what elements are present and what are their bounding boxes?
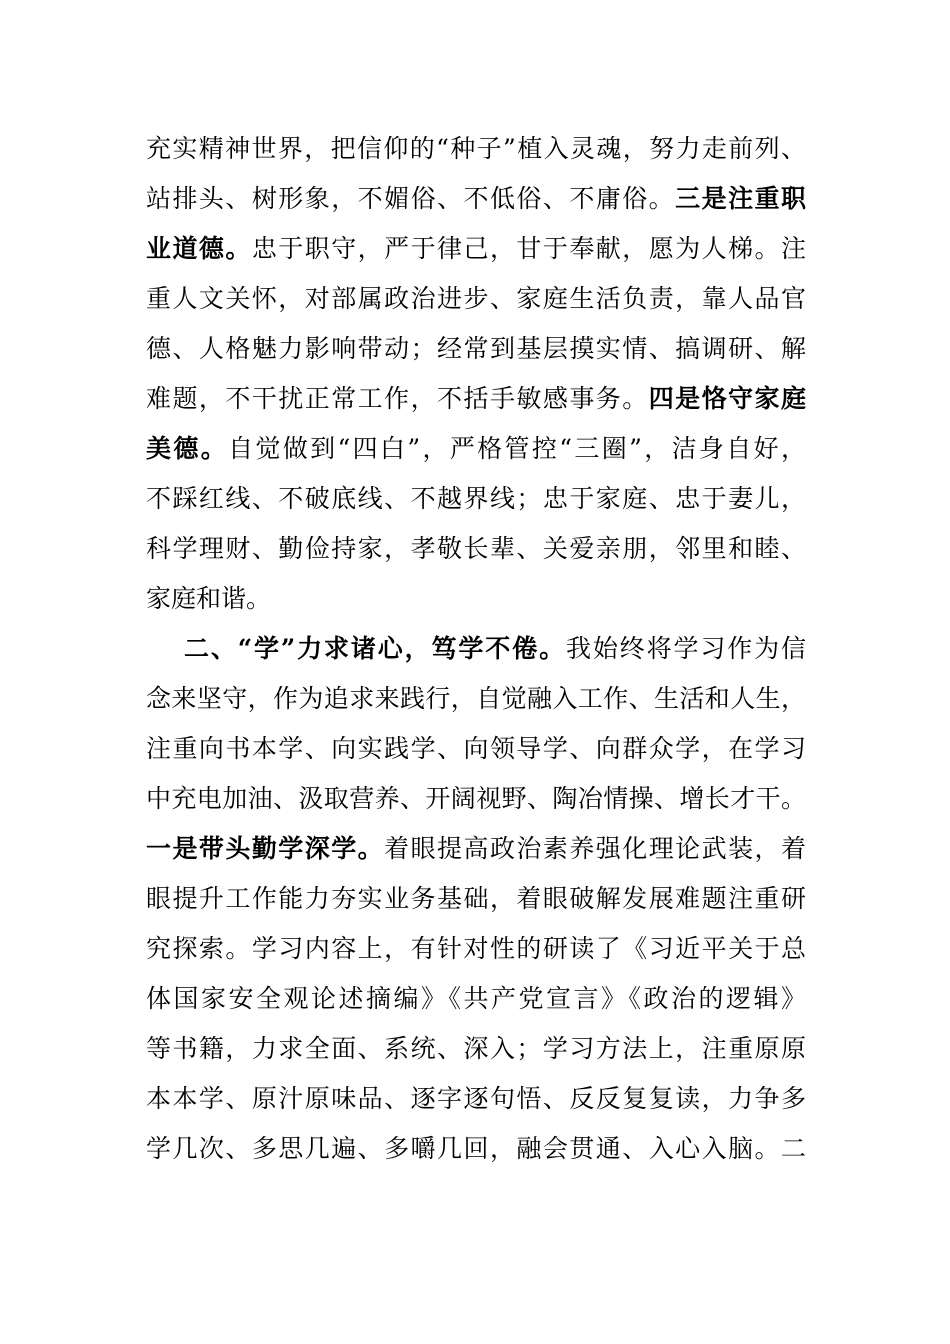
text-run: 忠于职守，严于律己，甘于奉献，愿为人梯。注 — [251, 234, 806, 263]
text-run: 念来坚守，作为追求来践行，自觉融入工作、生活和人生， — [146, 684, 806, 713]
text-line — [146, 974, 806, 1024]
text-run: 难题，不干扰正常工作，不括手敏感事务。 — [146, 384, 649, 413]
text-line — [146, 124, 806, 174]
text-run: 重人文关怀，对部属政治进步、家庭生活负责，靠人品官 — [146, 284, 806, 313]
text-run: 德、人格魅力影响带动；经常到基层摸实情、搞调研、解 — [146, 334, 806, 363]
text-run: 本本学、原汁原味品、逐字逐句悟、反反复复读，力争多 — [146, 1084, 806, 1113]
text-line — [146, 374, 806, 424]
text-line — [146, 224, 806, 274]
text-line — [146, 824, 806, 874]
bold-heading: 四是恪守家庭 — [648, 384, 806, 413]
text-line — [146, 624, 806, 674]
body-text — [146, 124, 806, 1174]
text-run: 学几次、多思几遍、多嚼几回，融会贯通、入心入脑。二 — [146, 1134, 806, 1163]
section-heading: 二、“学”力求诸心，笃学不倦。 — [184, 634, 566, 663]
text-run: 中充电加油、汲取营养、开阔视野、陶冶情操、增长才干。 — [146, 784, 806, 813]
text-line — [146, 1124, 806, 1174]
text-run: 不踩红线、不破底线、不越界线；忠于家庭、忠于妻儿， — [146, 484, 806, 513]
text-line — [146, 324, 806, 374]
text-line — [146, 1074, 806, 1124]
text-line — [146, 574, 806, 624]
text-run: 站排头、树形象，不媚俗、不低俗、不庸俗。 — [146, 184, 676, 213]
text-run: 家庭和谐。 — [146, 584, 272, 613]
text-run: 注重向书本学、向实践学、向领导学、向群众学，在学习 — [146, 734, 806, 763]
bold-heading: 美德。 — [146, 434, 229, 463]
text-line — [146, 274, 806, 324]
text-line — [146, 524, 806, 574]
text-line — [146, 424, 806, 474]
text-run: 等书籍，力求全面、系统、深入；学习方法上，注重原原 — [146, 1034, 806, 1063]
text-run: 着眼提高政治素养强化理论武装，着 — [384, 834, 806, 863]
bold-heading: 三是注重职 — [675, 184, 806, 213]
text-line — [146, 674, 806, 724]
text-run: 自觉做到“四白”，严格管控“三圈”，洁身自好， — [228, 434, 806, 463]
text-line — [146, 1024, 806, 1074]
text-run: 科学理财、勤俭持家，孝敬长辈、关爱亲朋，邻里和睦、 — [146, 534, 806, 563]
text-run: 我始终将学习作为信 — [565, 634, 806, 663]
text-line — [146, 724, 806, 774]
bold-heading: 业道德。 — [146, 234, 252, 263]
text-line — [146, 874, 806, 924]
bold-heading: 一是带头勤学深学。 — [146, 834, 385, 863]
text-run: 眼提升工作能力夯实业务基础，着眼破解发展难题注重研 — [146, 884, 806, 913]
text-line — [146, 174, 806, 224]
text-run: 充实精神世界，把信仰的“种子”植入灵魂，努力走前列、 — [146, 134, 806, 163]
text-line — [146, 474, 806, 524]
text-run: 究探索。学习内容上，有针对性的研读了《习近平关于总 — [146, 934, 806, 963]
text-run: 体国家安全观论述摘编》《共产党宣言》《政治的逻辑》 — [146, 984, 806, 1013]
text-line — [146, 924, 806, 974]
text-line — [146, 774, 806, 824]
